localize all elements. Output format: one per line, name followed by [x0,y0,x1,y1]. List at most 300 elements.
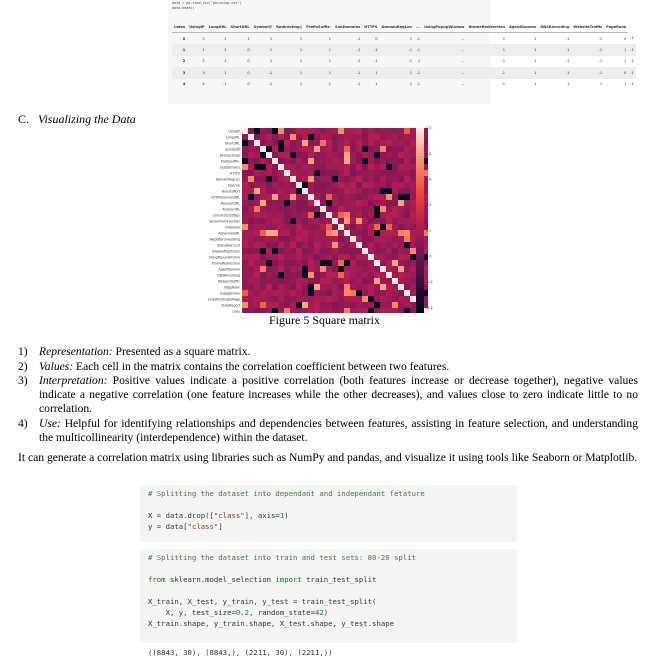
heatmap-cell [344,272,350,278]
heatmap-cell [398,128,404,134]
heatmap-cell [326,230,332,236]
heatmap-cell [362,146,368,152]
heatmap-cell [302,284,308,290]
df-cell: -1 [356,36,361,41]
heatmap-cell [398,170,404,176]
colorbar-segment [416,215,424,219]
heatmap-cell [410,296,416,302]
heatmap-cell [254,278,260,284]
heatmap-cell [350,206,356,212]
heatmap-cell [254,200,260,206]
heatmap-cell [362,140,368,146]
df-cell: 1 [599,82,603,87]
heatmap-cell [278,230,284,236]
heatmap-cell [284,128,290,134]
df-cell: 1 [269,36,273,41]
heatmap-cell [350,194,356,200]
heatmap-cell [278,224,284,230]
heatmap-cell [410,230,416,236]
heatmap-cell [272,152,278,158]
heatmap-cell [338,278,344,284]
heatmap-cell [362,302,368,308]
df-cell: -1 [598,59,603,64]
heatmap-cell [350,188,356,194]
df-row [172,33,636,45]
heatmap-cell [362,170,368,176]
heatmap-cell [356,302,362,308]
heatmap-cell [290,290,296,296]
heatmap-cell [326,212,332,218]
heatmap-cell [290,266,296,272]
heatmap-cell [410,212,416,218]
heatmap-cell [242,230,248,236]
heatmap-cell [374,296,380,302]
heatmap-cell [398,200,404,206]
code-cell-split-features[interactable] [140,485,517,542]
df-cell: 1 [380,67,414,78]
colorbar-segment [416,289,424,293]
heatmap-cell [308,182,314,188]
heatmap-cell [374,230,380,236]
heatmap-cell [404,146,410,152]
df-cell: -1 [327,82,332,87]
heatmap-cell [374,212,380,218]
heatmap-cell [368,206,374,212]
heatmap-cell [248,224,254,230]
heatmap-cell [314,170,320,176]
heatmap-cell [344,260,350,266]
heatmap-cell [254,164,260,170]
heatmap-cell [356,194,362,200]
dataframe-output [168,0,634,104]
heatmap-cell [260,236,266,242]
heatmap-cell [380,152,386,158]
colorbar-segment [416,175,424,179]
df-column-header: UsingIP [187,22,206,33]
heatmap-cell [332,242,338,248]
heatmap-cell [386,146,392,152]
heatmap-cell [266,170,272,176]
heatmap-cell [266,194,272,200]
heatmap-cell [320,218,326,224]
heatmap-cell [374,200,380,206]
heatmap-cell [356,272,362,278]
heatmap-cell [350,140,356,146]
heatmap-cell [344,212,350,218]
heatmap-cell [350,272,356,278]
heatmap-cell [404,152,410,158]
list-number: 4) [18,416,28,430]
heatmap-cell [278,158,284,164]
heatmap-cell [284,254,290,260]
heatmap-row-label: StatusBarCust [217,243,240,248]
heatmap-cell [404,302,410,308]
df-cell: 3 [172,67,187,78]
heatmap-cell [278,260,284,266]
heatmap-cell [386,212,392,218]
heatmap-cell [260,272,266,278]
colorbar-segment [416,153,424,157]
heatmap-cell [254,272,260,278]
heatmap-cell [380,128,386,134]
heatmap-cell [314,266,320,272]
heatmap-cell [308,140,314,146]
heatmap-cell [290,254,296,260]
heatmap-cell [296,152,302,158]
df-cell: 0 [229,44,252,55]
heatmap-cell [362,272,368,278]
heatmap-cell [290,188,296,194]
heatmap-cell [242,254,248,260]
heatmap-cell [242,272,248,278]
heatmap-cell [344,242,350,248]
heatmap-cell [356,200,362,206]
df-cell: 1 [417,59,421,64]
heatmap-cell [356,290,362,296]
heatmap-cell [266,140,272,146]
heatmap-cell [386,266,392,272]
heatmap-cell [266,302,272,308]
heatmap-cell [398,296,404,302]
heatmap-cell [380,224,386,230]
heatmap-cell [386,170,392,176]
heatmap-cell [254,284,260,290]
heatmap-cell [392,146,398,152]
heatmap-cell [392,188,398,194]
heatmap-cell [368,218,374,224]
heatmap-cell [392,194,398,200]
df-cell: 1 [274,44,304,55]
df-cell: 1 [502,59,506,64]
heatmap-cell [332,134,338,140]
heatmap-row-label: NonStdPort [222,189,240,194]
heatmap-cell [380,302,386,308]
heatmap-cell [254,146,260,152]
heatmap-cell [380,176,386,182]
df-cell: 1 [304,44,333,55]
heatmap-row-label: UsingPopupWindow [208,255,240,260]
heatmap-cell [350,170,356,176]
df-cell: 4 [182,82,186,87]
heatmap-cell [356,284,362,290]
df-cell: -1 [362,44,379,55]
heatmap-cell [350,230,356,236]
heatmap-cell [248,212,254,218]
heatmap-cell [392,248,398,254]
heatmap-cell [296,212,302,218]
colorbar-segment [416,246,424,250]
heatmap-cell [302,188,308,194]
heatmap-cell [296,200,302,206]
heatmap-cell [248,158,254,164]
heatmap-cell [326,254,332,260]
heatmap-cell [398,278,404,284]
heatmap-cell [368,290,374,296]
heatmap-row-label: ShortURL [225,141,240,146]
heatmap-cell [386,218,392,224]
colorbar-segment [416,295,424,299]
heatmap-cell [398,260,404,266]
df-cell: ... [461,36,465,41]
heatmap-cell [386,278,392,284]
heatmap-cell [296,260,302,266]
colorbar-segment [416,274,424,278]
heatmap-cell [314,272,320,278]
heatmap-cell [344,128,350,134]
df-cell: 1 [224,36,227,41]
colorbar-segment [416,190,424,194]
heatmap-cell [326,248,332,254]
heatmap-cell [320,242,326,248]
df-cell: -1 [356,82,361,87]
heatmap-cell [338,194,344,200]
heatmap-cell [314,290,320,296]
heatmap-cell [356,248,362,254]
heatmap-cell [296,230,302,236]
heatmap-cell [254,188,260,194]
heatmap-cell [242,134,248,140]
code-token: ] [218,522,223,531]
list-text: Helpful for identifying relationships and dependencies between features, assisting in feature selection, and understanding the multicollinearity (interdependence) within the dataset. [39,416,638,445]
colorbar-segment [416,159,424,163]
heatmap-cell [314,230,320,236]
heatmap-cell [404,128,410,134]
heatmap-cell [272,188,278,194]
heatmap-cell [314,176,320,182]
heatmap-cell [296,284,302,290]
heatmap-cell [386,296,392,302]
heatmap-cell [356,140,362,146]
heatmap-cell [368,212,374,218]
heatmap-cell [242,158,248,164]
heatmap-cell [380,296,386,302]
heatmap-cell [260,242,266,248]
heatmap-cell [368,254,374,260]
heatmap-cell [308,302,314,308]
heatmap-cell [248,302,254,308]
heatmap-cell [368,200,374,206]
heatmap-cell [272,146,278,152]
heatmap-row-label: GoogleIndex [219,291,240,296]
heatmap-cell [242,200,248,206]
df-cell: -1 [268,82,273,87]
heatmap-cell [308,254,314,260]
heatmap-cell [278,212,284,218]
heatmap-cell [362,296,368,302]
colorbar-segment [416,299,424,303]
heatmap-cell [290,242,296,248]
heatmap-cell [308,176,314,182]
heatmap-cell [308,224,314,230]
df-column-header: ShortURL [229,22,252,33]
heatmap-cell [404,278,410,284]
heatmap-cell [332,140,338,146]
heatmap-cell [308,236,314,242]
heatmap-cell [290,152,296,158]
heatmap-cell [380,218,386,224]
df-cell: 1 [466,44,507,55]
heatmap-cell [284,140,290,146]
heatmap-cell [332,224,338,230]
heatmap-cell [278,128,284,134]
heatmap-cell [368,146,374,152]
heatmap-cell [302,158,308,164]
df-cell: 1 [172,44,187,55]
df-cell: -1 [416,82,421,87]
code-token: X = data.drop([ [148,511,214,520]
code-cell-train-test-split[interactable] [140,549,517,643]
heatmap-cell [248,164,254,170]
heatmap-cell [404,188,410,194]
heatmap-cell [374,128,380,134]
list-item [18,345,638,359]
heatmap-cell [272,260,278,266]
heatmap-cell [314,128,320,134]
heatmap-cell [398,242,404,248]
heatmap-cell [266,266,272,272]
df-cell: -1 [571,44,604,55]
heatmap-cell [380,140,386,146]
heatmap-cell [302,152,308,158]
heatmap-cell [296,242,302,248]
heatmap-cell [386,248,392,254]
heatmap-cell [260,200,266,206]
heatmap-cell [242,194,248,200]
body-paragraph: It can generate a correlation matrix using libraries such as NumPy and pandas, and visualize it using tools like Seaborn or Matplotlib. [18,451,638,464]
heatmap-cell [362,236,368,242]
colorbar-segment [416,193,424,197]
heatmap-cell [302,272,308,278]
code-line-import [148,575,376,585]
heatmap-cell [260,302,266,308]
list-item [18,360,638,374]
heatmap-cell [344,164,350,170]
heatmap-cell [404,212,410,218]
code-line-y [148,522,223,532]
heatmap-cell [332,164,338,170]
heatmap-cell [386,176,392,182]
heatmap-cell [380,266,386,272]
heatmap-cell [380,254,386,260]
heatmap-cell [248,176,254,182]
heatmap-cell [248,200,254,206]
code-token: y = data[ [148,522,188,531]
heatmap-cell [410,194,416,200]
heatmap-cell [308,260,314,266]
heatmap-cell [242,296,248,302]
heatmap-cell [362,254,368,260]
heatmap-cell [314,260,320,266]
df-row [172,44,636,55]
colorbar-segment [416,277,424,281]
heatmap-cell [368,224,374,230]
heatmap-cell [374,260,380,266]
heatmap-cell [314,242,320,248]
heatmap-cell [338,248,344,254]
heatmap-cell [368,278,374,284]
df-cell: -1 [571,67,604,78]
heatmap-cell [278,266,284,272]
heatmap-cell [290,302,296,308]
heatmap-cell [314,236,320,242]
heatmap-cell [260,278,266,284]
heatmap-cell [392,272,398,278]
df-cell: 1 [304,67,333,78]
heatmap-cell [278,242,284,248]
df-column-header: ... [414,22,422,33]
heatmap-cell [296,278,302,284]
heatmap-cell [248,146,254,152]
heatmap-cell [266,254,272,260]
heatmap-cell [368,164,374,170]
heatmap-cell [338,236,344,242]
heatmap-cell [272,254,278,260]
heatmap-cell [260,260,266,266]
df-cell: -1 [565,59,570,64]
heatmap-cell [410,260,416,266]
heatmap-cell [242,248,248,254]
heatmap-cell [272,278,278,284]
heatmap-cell [380,212,386,218]
colorbar-tick-label: 0.0 [426,254,432,259]
heatmap-cell [254,182,260,188]
heatmap-cell [404,284,410,290]
heatmap-cell [398,266,404,272]
heatmap-cell [242,188,248,194]
heatmap-cell [314,200,320,206]
colorbar-segment [416,264,424,268]
heatmap-cell [278,170,284,176]
heatmap-cell [242,212,248,218]
heatmap-cell [284,170,290,176]
heatmap-cell [290,176,296,182]
heatmap-cell [284,272,290,278]
heatmap-cell [404,134,410,140]
heatmap-cell [374,182,380,188]
heatmap-cell [338,152,344,158]
heatmap-cell [278,146,284,152]
heatmap-cell [356,230,362,236]
section-heading [18,112,136,127]
heatmap-cell [338,206,344,212]
heatmap-cell [404,182,410,188]
df-cell: -1 [414,67,422,78]
heatmap-row-label: PageRank [224,285,240,290]
heatmap-cell [392,200,398,206]
colorbar-segment [416,286,424,290]
heatmap-cell [410,164,416,170]
heatmap-cell [362,278,368,284]
code-comment: # Splitting the dataset into train and test sets: 80-20 split [148,553,416,562]
heatmap-cell [254,218,260,224]
heatmap-cell [296,182,302,188]
heatmap-cell [248,236,254,242]
heatmap-cell [374,206,380,212]
heatmap-cell [392,284,398,290]
heatmap-cell [284,146,290,152]
heatmap-cell [344,158,350,164]
heatmap-cell [332,230,338,236]
heatmap-cell [338,164,344,170]
heatmap-cell [350,152,356,158]
heatmap-cell [350,278,356,284]
code-line-x [148,511,289,521]
heatmap-cell [302,296,308,302]
heatmap-cell [272,236,278,242]
heatmap-cell [368,284,374,290]
heatmap-cell [392,140,398,146]
heatmap-cell [374,170,380,176]
